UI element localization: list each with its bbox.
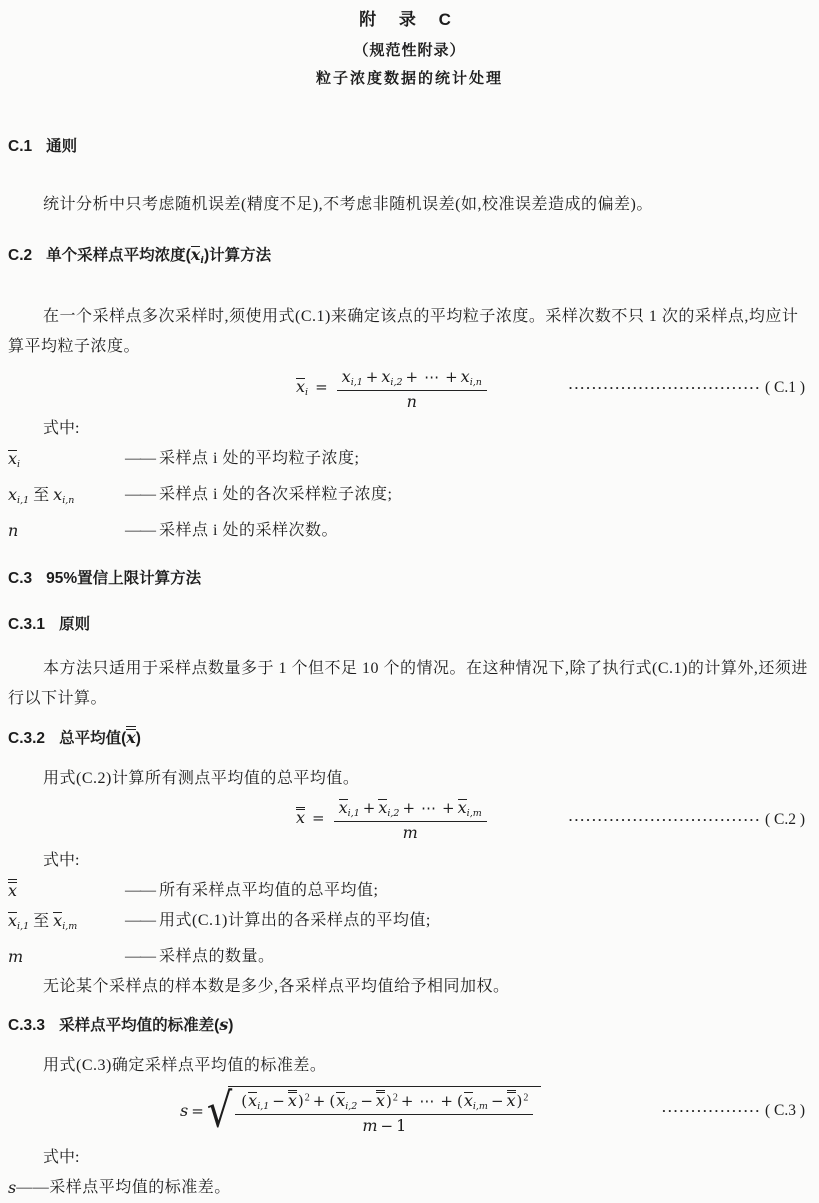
symbol-definition-row: $x_{i,1}$ 至 $x_{i,n}$ —— 采样点 i 处的各次采样粒子浓度; (0, 480, 819, 516)
section-title: 通则 (46, 138, 78, 155)
section-title: 95%置信上限计算方法 (46, 570, 202, 587)
math-s: s (219, 1014, 229, 1034)
equation-label-c1: ( C.1 ) (764, 379, 805, 396)
section-heading-c3 (0, 568, 819, 590)
symbol: x (8, 880, 18, 900)
where-label: 式中: (43, 420, 80, 437)
section-number: C.3.3 (8, 1016, 46, 1034)
section-number: C.1 (8, 138, 33, 155)
symbol: $x_{i,1}$ 至 $x_{i,m}$ (8, 910, 78, 932)
formula-c3: s = √ $\frac{(x_{i,1} - x)^2 + (x_{i,2} - x)^2 + \cdots + (x_{i,m} - x)^2}{m - 1}$ (180, 1086, 541, 1136)
section-title: 采样点平均值的标准差(s) (59, 1014, 234, 1034)
section-heading-c32 (0, 726, 819, 750)
symbol-description: 采样点 i 处的平均粒子浓度; (159, 450, 360, 467)
where-label: 式中: (43, 1148, 80, 1166)
document-content (0, 136, 819, 1203)
section-heading-c33 (0, 1014, 819, 1037)
paragraph-c32-note: 无论某个采样点的样本数是多少,各采样点平均值给予相同加权。 (43, 977, 510, 995)
formula-row-c2 (0, 794, 819, 846)
symbol: n (8, 521, 19, 540)
math-x-doublebar: x (126, 727, 136, 747)
symbol-description: 采样点 i 处的各次采样粒子浓度; (159, 486, 393, 503)
symbol-definition-row: x —— 所有采样点平均值的总平均值; (0, 876, 819, 906)
section-number: C.3.2 (8, 729, 46, 747)
symbol-definition-row: $x_{i,1}$ 至 $x_{i,m}$ —— 用式(C.1)计算出的各采样点的平均值; (0, 906, 819, 942)
equation-label-c2: ( C.2 ) (764, 810, 805, 828)
symbol: m (8, 946, 24, 966)
math-xbar-i: $x_i$ (190, 245, 204, 266)
paragraph-c33: 用式(C.3)确定采样点平均值的标准差。 (43, 1056, 327, 1074)
math-xbar-i: $x_i$ (296, 376, 309, 398)
section-number: C.3.1 (8, 616, 46, 633)
appendix-subtitle: （规范性附录） (353, 42, 466, 59)
symbol-definition-row: $x_i$ —— 采样点 i 处的平均粒子浓度; (0, 444, 819, 480)
paragraph-c2: 在一个采样点多次采样时,须使用式(C.1)来确定该点的平均粒子浓度。采样次数不只 1 次的采样点,均应计算平均粒子浓度。 (8, 308, 799, 355)
section-number: C.3 (8, 570, 33, 587)
symbol-definition-row (0, 1173, 819, 1203)
symbol-description: 采样点的数量。 (159, 947, 275, 965)
symbol-description: 用式(C.1)计算出的各采样点的平均值; (159, 911, 431, 929)
appendix-title: 附 录 C (359, 10, 460, 29)
symbol: $x_i$ (8, 449, 21, 470)
paragraph-c1: 统计分析中只考虑随机误差(精度不足),不考虑非随机误差(如,校准误差造成的偏差)。 (43, 196, 653, 213)
symbol-description: 采样点 i 处的采样次数。 (159, 522, 338, 539)
paragraph-c31: 本方法只适用于采样点数量多于 1 个但不足 10 个的情况。在这种情况下,除了执行式(C.1)的计算外,还须进行以下计算。 (8, 660, 808, 707)
math-x-doublebar: x (296, 808, 306, 828)
symbol: s (8, 1177, 17, 1197)
leader-dots: ································· (568, 380, 761, 395)
section-heading-c31 (0, 614, 819, 636)
symbol-definition-row: m —— 采样点的数量。 (0, 942, 819, 972)
section-title: 原则 (59, 616, 91, 633)
equation-label-c3: ( C.3 ) (764, 1101, 805, 1119)
where-label: 式中: (43, 851, 80, 869)
symbol-description: 所有采样点平均值的总平均值; (159, 881, 379, 899)
section-number: C.2 (8, 247, 33, 264)
leader-dots: ················· (661, 1102, 761, 1118)
fraction: $\frac{(x_{i,1} - x)^2 + (x_{i,2} - x)^2 + \cdots + (x_{i,m} - x)^2}{m - 1}$ (235, 1089, 533, 1136)
math-s: s (180, 1101, 189, 1120)
symbol-definition-row: n —— 采样点 i 处的采样次数。 (0, 516, 819, 546)
paragraph-c32: 用式(C.2)计算所有测点平均值的总平均值。 (43, 769, 360, 787)
fraction: $\frac{x_{i,1} + x_{i,2} + \cdots + x_{i,n}}{n}$ (337, 366, 487, 411)
appendix-title-block (0, 0, 819, 88)
formula-row-c3 (0, 1083, 819, 1139)
formula-row-c1 (0, 362, 819, 414)
section-title: 单个采样点平均浓度$(x_i)$计算方法 (46, 245, 272, 266)
formula-c2: x = $\frac{x_{i,1} + x_{i,2} + \cdots + x_{i,m}}{m}$ (296, 797, 489, 842)
section-title: 总平均值(x) (59, 727, 141, 747)
symbol: $x_{i,1}$ 至 $x_{i,n}$ (8, 485, 75, 506)
fraction: $\frac{x_{i,1} + x_{i,2} + \cdots + x_{i,m}}{m}$ (334, 797, 487, 842)
formula-c1: $x_i$ = $\frac{x_{i,1} + x_{i,2} + \cdots + x_{i,n}}{n}$ (296, 366, 489, 411)
symbol-description: ——采样点平均值的标准差。 (16, 1178, 231, 1196)
appendix-topic: 粒子浓度数据的统计处理 (315, 70, 503, 87)
radical-sign: √ (206, 1083, 233, 1138)
section-heading-c2 (0, 244, 819, 272)
leader-dots: ································· (568, 811, 761, 827)
section-heading-c1 (0, 136, 819, 158)
square-root (206, 1083, 542, 1138)
